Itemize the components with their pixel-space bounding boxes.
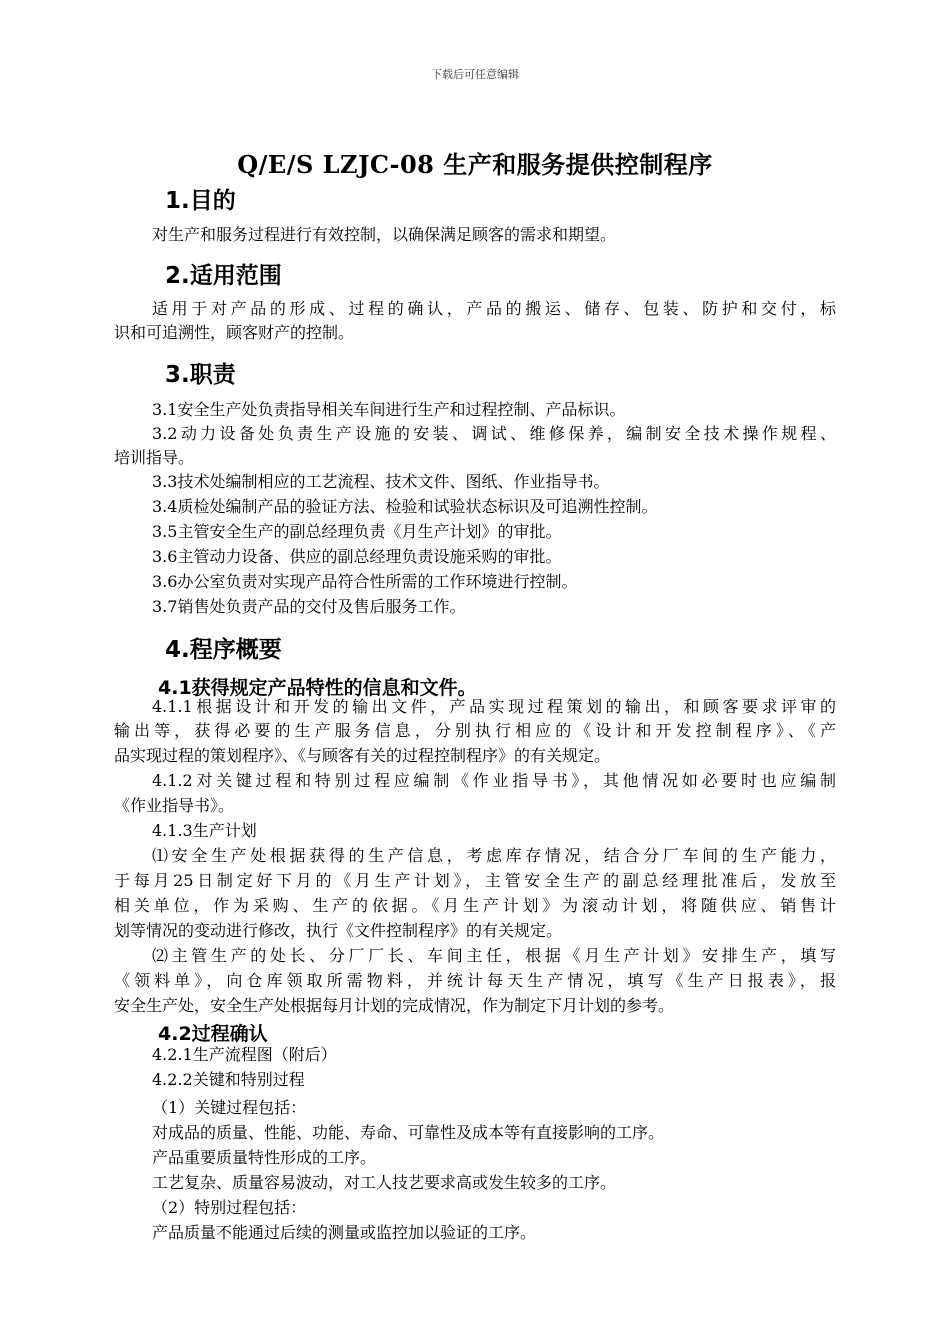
- document-title: Q/E/S LZJC-08 生产和服务提供控制程序: [237, 150, 713, 179]
- duty-item: 3.7销售处负责产品的交付及售后服务工作。: [152, 597, 466, 616]
- duty-item: 3.6办公室负责对实现产品符合性所需的工作环境进行控制。: [152, 572, 578, 591]
- duty-item: 3.4质检处编制产品的验证方法、检验和试验状态标识及可追溯性控制。: [152, 497, 658, 516]
- paragraph-line: 划等情况的变动进行修改，执行《文件控制程序》的有关规定。: [114, 921, 563, 940]
- paragraph-line: 品实现过程的策划程序》、《与顾客有关的过程控制程序》的有关规定。: [114, 746, 611, 765]
- paragraph-line: 对成品的质量、性能、功能、寿命、可靠性及成本等有直接影响的工序。: [152, 1123, 665, 1142]
- paragraph-line: 工艺复杂、质量容易波动，对工人技艺要求高或发生较多的工序。: [152, 1173, 617, 1192]
- duty-item: 3.1安全生产处负责指导相关车间进行生产和过程控制、产品标识。: [152, 400, 626, 419]
- paragraph-line: ⑵主管生产的处长、分厂厂长、车间主任，根据《月生产计划》安排生产，填写: [152, 946, 836, 965]
- duty-item-continuation: 培训指导。: [114, 448, 195, 467]
- section-3-heading: 3.职责: [165, 362, 236, 388]
- subsection-4-1-heading: 4.1获得规定产品特性的信息和文件。: [158, 677, 477, 699]
- paragraph-line: 《领料单》，向仓库领取所需物料，并统计每天生产情况，填写《生产日报表》，报: [114, 971, 836, 990]
- duty-item: 3.5主管安全生产的副总经理负责《月生产计划》的审批。: [152, 522, 562, 541]
- duty-item: 3.6主管动力设备、供应的副总经理负责设施采购的审批。: [152, 547, 562, 566]
- paragraph-line: 产品质量不能通过后续的测量或监控加以验证的工序。: [152, 1223, 537, 1242]
- section-1-heading: 1.目的: [165, 188, 236, 214]
- paragraph-line: 相关单位，作为采购、生产的依据。《月生产计划》为滚动计划，将随供应、销售计: [114, 896, 836, 915]
- header-note: 下载后可任意编辑: [431, 68, 519, 81]
- duty-item: 3.2动力设备处负责生产设施的安装、调试、维修保养，编制安全技术操作规程、: [152, 424, 836, 443]
- section-2-heading: 2.适用范围: [165, 263, 282, 289]
- section-2-line-1: 适用于对产品的形成、过程的确认，产品的搬运、储存、包装、防护和交付，标: [152, 299, 836, 318]
- paragraph-line: 安全生产处，安全生产处根据每月计划的完成情况，作为制定下月计划的参考。: [114, 996, 675, 1015]
- paragraph-line: 产品重要质量特性形成的工序。: [152, 1148, 377, 1167]
- paragraph-line: 4.1.2对关键过程和特别过程应编制《作业指导书》，其他情况如必要时也应编制: [152, 771, 836, 790]
- paragraph-line: 4.1.3生产计划: [152, 821, 257, 840]
- section-4-heading: 4.程序概要: [165, 637, 282, 663]
- paragraph-line: （2）特别过程包括：: [152, 1198, 307, 1217]
- subsection-4-2-heading: 4.2过程确认: [158, 1023, 268, 1045]
- paragraph-line: 《作业指导书》。: [114, 796, 235, 815]
- paragraph-line: 4.1.1根据设计和开发的输出文件，产品实现过程策划的输出，和顾客要求评审的: [152, 697, 836, 716]
- section-2-line-2: 识和可追溯性，顾客财产的控制。: [114, 323, 355, 342]
- duty-item: 3.3技术处编制相应的工艺流程、技术文件、图纸、作业指导书。: [152, 472, 610, 491]
- paragraph-line: 4.2.2关键和特别过程: [152, 1070, 305, 1089]
- paragraph-line: 于每月25日制定好下月的《月生产计划》，主管安全生产的副总经理批准后，发放至: [114, 871, 836, 890]
- section-1-text: 对生产和服务过程进行有效控制，以确保满足顾客的需求和期望。: [152, 225, 617, 244]
- paragraph-line: 输出等，获得必要的生产服务信息，分别执行相应的《设计和开发控制程序》、《产: [114, 721, 836, 740]
- paragraph-line: ⑴安全生产处根据获得的生产信息，考虑库存情况，结合分厂车间的生产能力，: [152, 846, 836, 865]
- paragraph-line: 4.2.1生产流程图（附后）: [152, 1045, 337, 1064]
- paragraph-line: （1）关键过程包括：: [152, 1098, 307, 1117]
